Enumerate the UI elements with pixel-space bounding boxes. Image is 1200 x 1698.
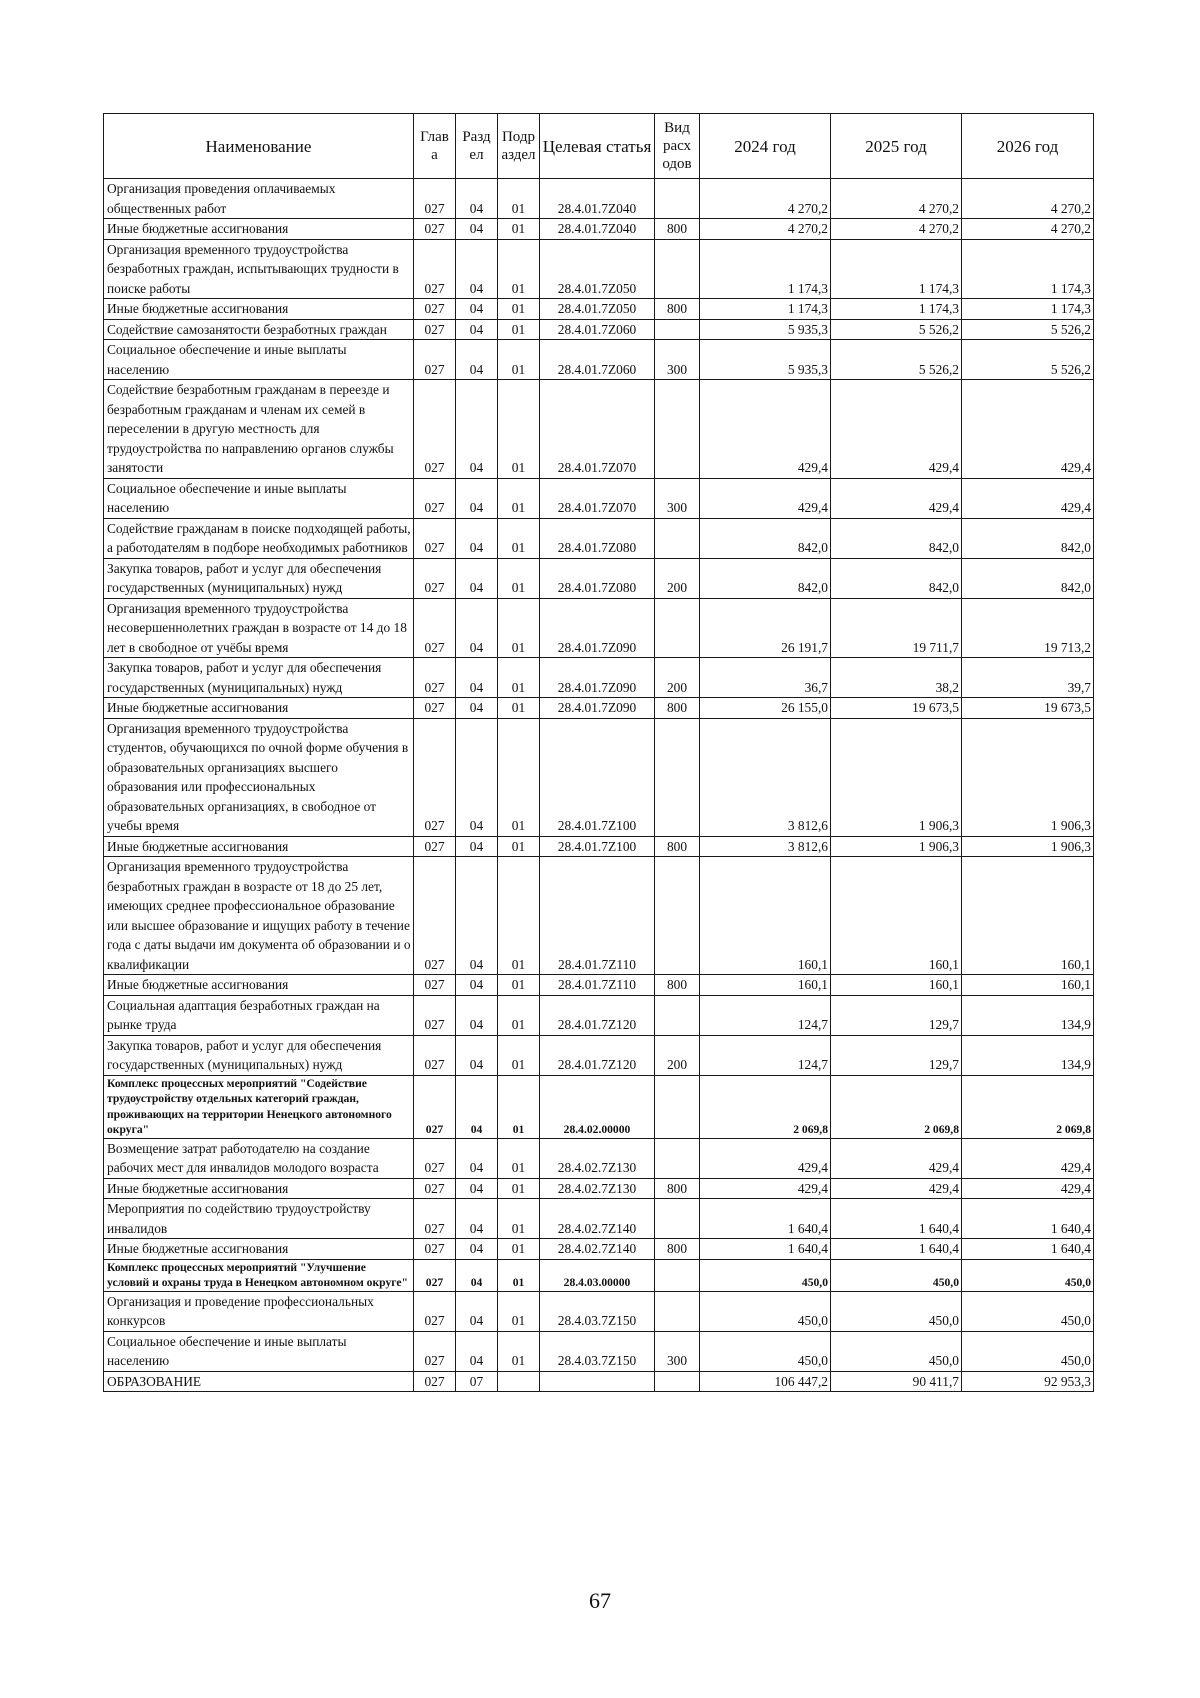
cell-glava: 027 bbox=[414, 598, 456, 658]
cell-podrazdel: 01 bbox=[498, 299, 540, 320]
cell-podrazdel: 01 bbox=[498, 836, 540, 857]
table-row bbox=[104, 698, 1094, 719]
cell-glava: 027 bbox=[414, 380, 456, 479]
cell-target: 28.4.03.7Z150 bbox=[540, 1331, 655, 1371]
cell-name: Организация проведения оплачиваемых общественных работ bbox=[104, 179, 414, 219]
cell-2026: 4 270,2 bbox=[962, 179, 1094, 219]
cell-razdel: 04 bbox=[456, 1075, 498, 1138]
cell-name: Иные бюджетные ассигнования bbox=[104, 219, 414, 240]
cell-vid bbox=[655, 718, 700, 836]
table-row bbox=[104, 478, 1094, 518]
cell-podrazdel: 01 bbox=[498, 1178, 540, 1199]
table-row bbox=[104, 380, 1094, 479]
cell-2024: 842,0 bbox=[700, 518, 831, 558]
cell-2024: 3 812,6 bbox=[700, 718, 831, 836]
cell-podrazdel: 01 bbox=[498, 239, 540, 299]
cell-target: 28.4.02.7Z130 bbox=[540, 1138, 655, 1178]
cell-vid: 800 bbox=[655, 975, 700, 996]
cell-2026: 160,1 bbox=[962, 857, 1094, 975]
cell-name: Иные бюджетные ассигнования bbox=[104, 1239, 414, 1260]
cell-vid: 800 bbox=[655, 299, 700, 320]
cell-2025: 450,0 bbox=[831, 1331, 962, 1371]
cell-2025: 19 673,5 bbox=[831, 698, 962, 719]
cell-vid: 800 bbox=[655, 836, 700, 857]
cell-glava: 027 bbox=[414, 1035, 456, 1075]
cell-razdel: 04 bbox=[456, 975, 498, 996]
cell-glava: 027 bbox=[414, 1178, 456, 1199]
cell-2026: 134,9 bbox=[962, 1035, 1094, 1075]
table-body bbox=[104, 179, 1094, 1392]
cell-target: 28.4.01.7Z060 bbox=[540, 319, 655, 340]
cell-name: Иные бюджетные ассигнования bbox=[104, 698, 414, 719]
table-row bbox=[104, 179, 1094, 219]
cell-razdel: 04 bbox=[456, 1035, 498, 1075]
cell-2026: 842,0 bbox=[962, 558, 1094, 598]
cell-target: 28.4.01.7Z090 bbox=[540, 698, 655, 719]
cell-razdel: 04 bbox=[456, 995, 498, 1035]
cell-2026: 39,7 bbox=[962, 658, 1094, 698]
cell-2025: 1 640,4 bbox=[831, 1199, 962, 1239]
cell-target: 28.4.01.7Z080 bbox=[540, 558, 655, 598]
cell-vid bbox=[655, 319, 700, 340]
cell-razdel: 04 bbox=[456, 380, 498, 479]
cell-2024: 5 935,3 bbox=[700, 319, 831, 340]
cell-podrazdel: 01 bbox=[498, 1199, 540, 1239]
cell-name: Социальное обеспечение и иные выплаты населению bbox=[104, 340, 414, 380]
cell-razdel: 04 bbox=[456, 478, 498, 518]
cell-glava: 027 bbox=[414, 1075, 456, 1138]
cell-podrazdel: 01 bbox=[498, 1035, 540, 1075]
cell-vid bbox=[655, 380, 700, 479]
cell-2024: 3 812,6 bbox=[700, 836, 831, 857]
cell-2025: 160,1 bbox=[831, 975, 962, 996]
cell-glava: 027 bbox=[414, 1371, 456, 1392]
table-row bbox=[104, 658, 1094, 698]
cell-name: Содействие самозанятости безработных граждан bbox=[104, 319, 414, 340]
cell-target: 28.4.01.7Z090 bbox=[540, 598, 655, 658]
cell-razdel: 04 bbox=[456, 1138, 498, 1178]
cell-podrazdel: 01 bbox=[498, 558, 540, 598]
cell-2024: 4 270,2 bbox=[700, 179, 831, 219]
cell-2026: 92 953,3 bbox=[962, 1371, 1094, 1392]
cell-name: Закупка товаров, работ и услуг для обеспечения государственных (муниципальных) нужд bbox=[104, 558, 414, 598]
table-row bbox=[104, 975, 1094, 996]
cell-target: 28.4.02.7Z140 bbox=[540, 1239, 655, 1260]
cell-razdel: 04 bbox=[456, 1259, 498, 1291]
cell-2025: 4 270,2 bbox=[831, 179, 962, 219]
cell-name: Иные бюджетные ассигнования bbox=[104, 1178, 414, 1199]
cell-2024: 1 640,4 bbox=[700, 1199, 831, 1239]
cell-podrazdel: 01 bbox=[498, 995, 540, 1035]
cell-2025: 2 069,8 bbox=[831, 1075, 962, 1138]
cell-2026: 1 906,3 bbox=[962, 718, 1094, 836]
table-row bbox=[104, 340, 1094, 380]
cell-name: Социальное обеспечение и иные выплаты населению bbox=[104, 1331, 414, 1371]
cell-name: Комплекс процессных мероприятий "Содействие трудоустройству отдельных категорий граждан, проживающих на территории Ненецкого автономного округа" bbox=[104, 1075, 414, 1138]
cell-glava: 027 bbox=[414, 219, 456, 240]
cell-2025: 90 411,7 bbox=[831, 1371, 962, 1392]
cell-2026: 1 640,4 bbox=[962, 1199, 1094, 1239]
cell-glava: 027 bbox=[414, 518, 456, 558]
cell-podrazdel: 01 bbox=[498, 478, 540, 518]
table-row bbox=[104, 1035, 1094, 1075]
cell-glava: 027 bbox=[414, 857, 456, 975]
cell-2024: 160,1 bbox=[700, 975, 831, 996]
cell-name: Организация временного трудоустройства безработных граждан в возрасте от 18 до 25 лет, имеющих среднее профессиональное образование или высшее образование и ищущих работу в течение года с даты выдачи им документа об образовании и о квалификации bbox=[104, 857, 414, 975]
cell-razdel: 04 bbox=[456, 1291, 498, 1331]
cell-name: Организация временного трудоустройства несовершеннолетних граждан в возрасте от 14 до 18 лет в свободное от учёбы время bbox=[104, 598, 414, 658]
cell-target bbox=[540, 1371, 655, 1392]
cell-2024: 106 447,2 bbox=[700, 1371, 831, 1392]
cell-target: 28.4.01.7Z070 bbox=[540, 380, 655, 479]
cell-target: 28.4.01.7Z060 bbox=[540, 340, 655, 380]
table-row bbox=[104, 1331, 1094, 1371]
cell-vid: 200 bbox=[655, 658, 700, 698]
cell-2024: 124,7 bbox=[700, 1035, 831, 1075]
cell-2024: 1 174,3 bbox=[700, 239, 831, 299]
header-2026: 2026 год bbox=[962, 114, 1094, 179]
cell-vid: 200 bbox=[655, 558, 700, 598]
cell-podrazdel: 01 bbox=[498, 698, 540, 719]
table-row bbox=[104, 1199, 1094, 1239]
table-row bbox=[104, 1178, 1094, 1199]
cell-vid: 800 bbox=[655, 1178, 700, 1199]
cell-podrazdel: 01 bbox=[498, 179, 540, 219]
cell-vid bbox=[655, 857, 700, 975]
cell-target: 28.4.01.7Z110 bbox=[540, 857, 655, 975]
table-row bbox=[104, 299, 1094, 320]
cell-target: 28.4.01.7Z090 bbox=[540, 658, 655, 698]
cell-target: 28.4.03.00000 bbox=[540, 1259, 655, 1291]
cell-glava: 027 bbox=[414, 1239, 456, 1260]
cell-glava: 027 bbox=[414, 1291, 456, 1331]
cell-name: Иные бюджетные ассигнования bbox=[104, 299, 414, 320]
cell-vid bbox=[655, 1075, 700, 1138]
table-row bbox=[104, 718, 1094, 836]
cell-target: 28.4.02.00000 bbox=[540, 1075, 655, 1138]
cell-2025: 5 526,2 bbox=[831, 319, 962, 340]
cell-2024: 4 270,2 bbox=[700, 219, 831, 240]
cell-2025: 160,1 bbox=[831, 857, 962, 975]
cell-2025: 19 711,7 bbox=[831, 598, 962, 658]
cell-2024: 160,1 bbox=[700, 857, 831, 975]
cell-vid bbox=[655, 179, 700, 219]
cell-2024: 429,4 bbox=[700, 1138, 831, 1178]
cell-vid: 800 bbox=[655, 219, 700, 240]
header-row bbox=[104, 114, 1094, 179]
cell-name: Содействие гражданам в поиске подходящей работы, а работодателям в подборе необходимых работников bbox=[104, 518, 414, 558]
cell-2025: 1 906,3 bbox=[831, 836, 962, 857]
table-row bbox=[104, 836, 1094, 857]
cell-2025: 429,4 bbox=[831, 380, 962, 479]
cell-2025: 1 174,3 bbox=[831, 299, 962, 320]
cell-razdel: 07 bbox=[456, 1371, 498, 1392]
cell-vid bbox=[655, 518, 700, 558]
cell-vid bbox=[655, 598, 700, 658]
cell-glava: 027 bbox=[414, 1199, 456, 1239]
cell-razdel: 04 bbox=[456, 857, 498, 975]
cell-vid: 200 bbox=[655, 1035, 700, 1075]
cell-target: 28.4.01.7Z100 bbox=[540, 836, 655, 857]
cell-2026: 429,4 bbox=[962, 1178, 1094, 1199]
cell-glava: 027 bbox=[414, 698, 456, 719]
cell-2026: 19 713,2 bbox=[962, 598, 1094, 658]
cell-target: 28.4.01.7Z100 bbox=[540, 718, 655, 836]
cell-name: Иные бюджетные ассигнования bbox=[104, 975, 414, 996]
cell-target: 28.4.01.7Z040 bbox=[540, 179, 655, 219]
cell-2025: 842,0 bbox=[831, 518, 962, 558]
cell-razdel: 04 bbox=[456, 179, 498, 219]
cell-razdel: 04 bbox=[456, 1199, 498, 1239]
cell-target: 28.4.01.7Z080 bbox=[540, 518, 655, 558]
cell-podrazdel: 01 bbox=[498, 857, 540, 975]
cell-glava: 027 bbox=[414, 340, 456, 380]
cell-podrazdel: 01 bbox=[498, 718, 540, 836]
cell-2024: 26 155,0 bbox=[700, 698, 831, 719]
cell-name: Возмещение затрат работодателю на создание рабочих мест для инвалидов молодого возраста bbox=[104, 1138, 414, 1178]
cell-name: Социальное обеспечение и иные выплаты населению bbox=[104, 478, 414, 518]
cell-2024: 429,4 bbox=[700, 1178, 831, 1199]
cell-2025: 450,0 bbox=[831, 1259, 962, 1291]
cell-glava: 027 bbox=[414, 836, 456, 857]
cell-name: Мероприятия по содействию трудоустройству инвалидов bbox=[104, 1199, 414, 1239]
cell-razdel: 04 bbox=[456, 598, 498, 658]
cell-2026: 1 174,3 bbox=[962, 239, 1094, 299]
cell-2024: 36,7 bbox=[700, 658, 831, 698]
header-2025: 2025 год bbox=[831, 114, 962, 179]
cell-2024: 429,4 bbox=[700, 380, 831, 479]
table-row bbox=[104, 1259, 1094, 1291]
cell-vid: 300 bbox=[655, 478, 700, 518]
header-vid: Вид расх одов bbox=[655, 114, 700, 179]
cell-target: 28.4.01.7Z040 bbox=[540, 219, 655, 240]
cell-2024: 450,0 bbox=[700, 1259, 831, 1291]
cell-podrazdel: 01 bbox=[498, 1291, 540, 1331]
cell-razdel: 04 bbox=[456, 1239, 498, 1260]
cell-vid: 300 bbox=[655, 340, 700, 380]
cell-glava: 027 bbox=[414, 239, 456, 299]
cell-target: 28.4.02.7Z140 bbox=[540, 1199, 655, 1239]
cell-razdel: 04 bbox=[456, 1331, 498, 1371]
cell-vid bbox=[655, 1138, 700, 1178]
cell-name: Организация и проведение профессиональных конкурсов bbox=[104, 1291, 414, 1331]
cell-2024: 429,4 bbox=[700, 478, 831, 518]
cell-2025: 1 640,4 bbox=[831, 1239, 962, 1260]
table-row bbox=[104, 1239, 1094, 1260]
cell-vid bbox=[655, 1291, 700, 1331]
header-name: Наименование bbox=[104, 114, 414, 179]
cell-name: Иные бюджетные ассигнования bbox=[104, 836, 414, 857]
table-row bbox=[104, 518, 1094, 558]
cell-2026: 1 174,3 bbox=[962, 299, 1094, 320]
cell-name: Содействие безработным гражданам в переезде и безработным гражданам и членам их семей в переселении в другую местность для трудоустройства по направлению органов службы занятости bbox=[104, 380, 414, 479]
header-razdel: Разд ел bbox=[456, 114, 498, 179]
cell-name: Комплекс процессных мероприятий "Улучшение условий и охраны труда в Ненецком автономном округе" bbox=[104, 1259, 414, 1291]
cell-2025: 1 906,3 bbox=[831, 718, 962, 836]
cell-2026: 2 069,8 bbox=[962, 1075, 1094, 1138]
cell-2024: 450,0 bbox=[700, 1331, 831, 1371]
cell-razdel: 04 bbox=[456, 836, 498, 857]
cell-2026: 160,1 bbox=[962, 975, 1094, 996]
cell-podrazdel: 01 bbox=[498, 340, 540, 380]
cell-razdel: 04 bbox=[456, 718, 498, 836]
cell-vid bbox=[655, 1259, 700, 1291]
cell-podrazdel: 01 bbox=[498, 1331, 540, 1371]
cell-name: Организация временного трудоустройства студентов, обучающихся по очной форме обучения в образовательных организациях высшего образования или профессиональных образовательных организациях, в свободное от учебы время bbox=[104, 718, 414, 836]
cell-2026: 842,0 bbox=[962, 518, 1094, 558]
cell-2024: 1 174,3 bbox=[700, 299, 831, 320]
cell-vid bbox=[655, 239, 700, 299]
cell-2026: 5 526,2 bbox=[962, 340, 1094, 380]
table-row bbox=[104, 1138, 1094, 1178]
cell-glava: 027 bbox=[414, 558, 456, 598]
cell-podrazdel: 01 bbox=[498, 598, 540, 658]
table-row bbox=[104, 1371, 1094, 1392]
cell-target: 28.4.01.7Z050 bbox=[540, 299, 655, 320]
cell-razdel: 04 bbox=[456, 319, 498, 340]
cell-glava: 027 bbox=[414, 1138, 456, 1178]
table-row bbox=[104, 598, 1094, 658]
cell-2025: 129,7 bbox=[831, 995, 962, 1035]
cell-2026: 1 906,3 bbox=[962, 836, 1094, 857]
cell-name: Закупка товаров, работ и услуг для обеспечения государственных (муниципальных) нужд bbox=[104, 1035, 414, 1075]
cell-glava: 027 bbox=[414, 319, 456, 340]
cell-2025: 129,7 bbox=[831, 1035, 962, 1075]
cell-vid bbox=[655, 1199, 700, 1239]
cell-2024: 1 640,4 bbox=[700, 1239, 831, 1260]
cell-target: 28.4.02.7Z130 bbox=[540, 1178, 655, 1199]
cell-razdel: 04 bbox=[456, 299, 498, 320]
header-podrazdel: Подр аздел bbox=[498, 114, 540, 179]
cell-2026: 19 673,5 bbox=[962, 698, 1094, 719]
cell-vid bbox=[655, 1371, 700, 1392]
cell-target: 28.4.01.7Z120 bbox=[540, 995, 655, 1035]
cell-podrazdel: 01 bbox=[498, 219, 540, 240]
cell-vid bbox=[655, 995, 700, 1035]
cell-target: 28.4.01.7Z120 bbox=[540, 1035, 655, 1075]
cell-2026: 450,0 bbox=[962, 1331, 1094, 1371]
cell-2024: 2 069,8 bbox=[700, 1075, 831, 1138]
table-row bbox=[104, 219, 1094, 240]
cell-podrazdel: 01 bbox=[498, 1259, 540, 1291]
cell-glava: 027 bbox=[414, 995, 456, 1035]
cell-2026: 134,9 bbox=[962, 995, 1094, 1035]
cell-glava: 027 bbox=[414, 658, 456, 698]
cell-glava: 027 bbox=[414, 1331, 456, 1371]
cell-podrazdel: 01 bbox=[498, 658, 540, 698]
cell-2025: 4 270,2 bbox=[831, 219, 962, 240]
cell-2026: 450,0 bbox=[962, 1259, 1094, 1291]
cell-name: Закупка товаров, работ и услуг для обеспечения государственных (муниципальных) нужд bbox=[104, 658, 414, 698]
cell-razdel: 04 bbox=[456, 219, 498, 240]
cell-glava: 027 bbox=[414, 975, 456, 996]
cell-2025: 1 174,3 bbox=[831, 239, 962, 299]
cell-glava: 027 bbox=[414, 1259, 456, 1291]
cell-razdel: 04 bbox=[456, 340, 498, 380]
cell-target: 28.4.03.7Z150 bbox=[540, 1291, 655, 1331]
cell-2025: 842,0 bbox=[831, 558, 962, 598]
cell-2026: 450,0 bbox=[962, 1291, 1094, 1331]
table-row bbox=[104, 1075, 1094, 1138]
cell-2025: 429,4 bbox=[831, 1178, 962, 1199]
header-glava: Глав а bbox=[414, 114, 456, 179]
cell-target: 28.4.01.7Z050 bbox=[540, 239, 655, 299]
cell-razdel: 04 bbox=[456, 658, 498, 698]
cell-podrazdel bbox=[498, 1371, 540, 1392]
cell-2024: 26 191,7 bbox=[700, 598, 831, 658]
cell-2025: 429,4 bbox=[831, 1138, 962, 1178]
table-row bbox=[104, 239, 1094, 299]
cell-glava: 027 bbox=[414, 718, 456, 836]
cell-podrazdel: 01 bbox=[498, 1075, 540, 1138]
cell-2026: 429,4 bbox=[962, 380, 1094, 479]
page-number: 67 bbox=[589, 1588, 611, 1613]
cell-name: Социальная адаптация безработных граждан на рынке труда bbox=[104, 995, 414, 1035]
cell-glava: 027 bbox=[414, 179, 456, 219]
cell-vid: 800 bbox=[655, 1239, 700, 1260]
cell-podrazdel: 01 bbox=[498, 1239, 540, 1260]
cell-podrazdel: 01 bbox=[498, 380, 540, 479]
table-row bbox=[104, 319, 1094, 340]
cell-2024: 5 935,3 bbox=[700, 340, 831, 380]
cell-2025: 38,2 bbox=[831, 658, 962, 698]
cell-2025: 429,4 bbox=[831, 478, 962, 518]
cell-2026: 429,4 bbox=[962, 478, 1094, 518]
cell-2025: 450,0 bbox=[831, 1291, 962, 1331]
cell-razdel: 04 bbox=[456, 1178, 498, 1199]
cell-target: 28.4.01.7Z070 bbox=[540, 478, 655, 518]
cell-glava: 027 bbox=[414, 478, 456, 518]
cell-2025: 5 526,2 bbox=[831, 340, 962, 380]
cell-razdel: 04 bbox=[456, 698, 498, 719]
cell-razdel: 04 bbox=[456, 518, 498, 558]
cell-2026: 429,4 bbox=[962, 1138, 1094, 1178]
table-row bbox=[104, 857, 1094, 975]
cell-2024: 450,0 bbox=[700, 1291, 831, 1331]
table-row bbox=[104, 995, 1094, 1035]
table-row bbox=[104, 1291, 1094, 1331]
cell-razdel: 04 bbox=[456, 239, 498, 299]
table-row bbox=[104, 558, 1094, 598]
header-2024: 2024 год bbox=[700, 114, 831, 179]
cell-podrazdel: 01 bbox=[498, 1138, 540, 1178]
cell-2024: 842,0 bbox=[700, 558, 831, 598]
cell-podrazdel: 01 bbox=[498, 975, 540, 996]
budget-table bbox=[103, 113, 1094, 1392]
cell-vid: 300 bbox=[655, 1331, 700, 1371]
cell-podrazdel: 01 bbox=[498, 319, 540, 340]
cell-podrazdel: 01 bbox=[498, 518, 540, 558]
cell-2026: 1 640,4 bbox=[962, 1239, 1094, 1260]
cell-vid: 800 bbox=[655, 698, 700, 719]
cell-glava: 027 bbox=[414, 299, 456, 320]
cell-name: Организация временного трудоустройства безработных граждан, испытывающих трудности в поиске работы bbox=[104, 239, 414, 299]
cell-name: ОБРАЗОВАНИЕ bbox=[104, 1371, 414, 1392]
cell-target: 28.4.01.7Z110 bbox=[540, 975, 655, 996]
cell-2026: 5 526,2 bbox=[962, 319, 1094, 340]
cell-razdel: 04 bbox=[456, 558, 498, 598]
cell-2026: 4 270,2 bbox=[962, 219, 1094, 240]
cell-2024: 124,7 bbox=[700, 995, 831, 1035]
header-target: Целевая статья bbox=[540, 114, 655, 179]
